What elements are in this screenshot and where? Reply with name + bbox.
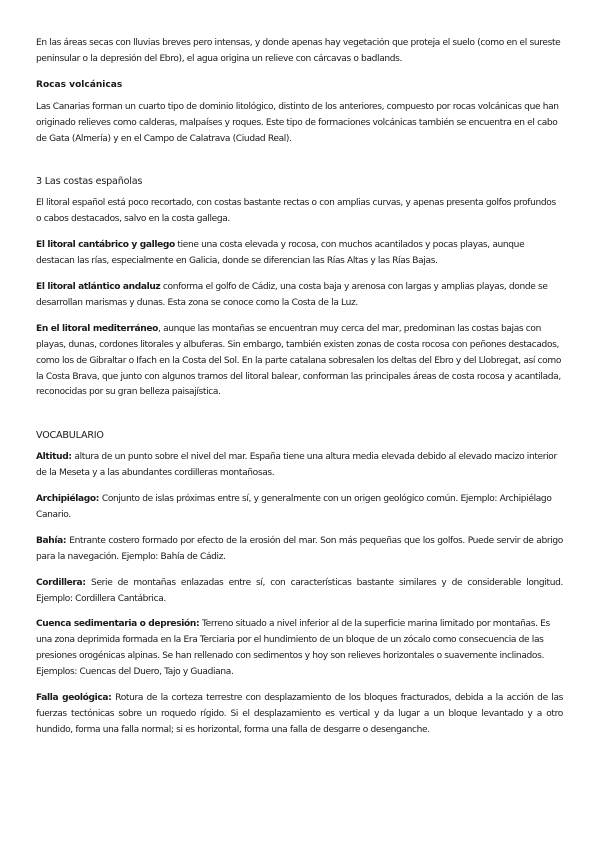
vocab-term: Falla geológica bbox=[36, 693, 109, 704]
vocab-sep: : bbox=[62, 535, 70, 546]
vocab-term: Altitud bbox=[36, 452, 69, 463]
vocab-item-cuenca bbox=[36, 617, 563, 681]
volcanic-paragraph: Las Canarias forman un cuarto tipo de dominio litológico, distinto de los anteriores, compuesto por rocas volcánicas que han originado relieves como calderas, malpaíses y roques. Este tipo de formaciones volcánicas también se encuentra en el cabo de Gata (Almería) y en el Campo de Calatrava (Ciudad Real). bbox=[36, 101, 559, 144]
vocab-item-cordillera bbox=[36, 576, 563, 608]
coast-item-text: , aunque las montañas se encuentran muy cerca del mar, predominan las costas bajas con playas, dunas, cordones litorales y albuferas. Sin embargo, también existen zonas de costa rocosa con peñones destacados, como los de Gibraltar o Ifach en la Costa del Sol. En la parte catalana sobresalen los deltas del Ebro y del Llobregat, así como la Costa Brava, que junto con algunos tramos del litoral balear, conforman las principales áreas de costa rocosa y acantilada, reconocidas por su gran belleza paisajística. bbox=[36, 323, 562, 398]
vocab-sep: : bbox=[82, 577, 92, 588]
vocab-item-bahia bbox=[36, 534, 563, 566]
vocab-term: Cordillera bbox=[36, 577, 83, 588]
coast-item-mediterraneo bbox=[36, 322, 563, 402]
coast-item-text: tiene una costa elevada y rocosa, con muchos acantilados y pocas playas, aunque destacan las rías, especialmente en Galicia, donde se diferencian las Rías Altas y las Rías Bajas. bbox=[36, 240, 525, 267]
vocab-sep: : bbox=[68, 452, 75, 463]
vocab-term: Archipiélago bbox=[36, 494, 96, 505]
vocab-item-archipielago bbox=[36, 492, 563, 524]
volcanic-heading: Rocas volcánicas bbox=[36, 79, 123, 90]
coasts-heading: 3 Las costas españolas bbox=[36, 176, 143, 188]
coast-item-text: conforma el golfo de Cádiz, una costa baja y arenosa con largas y amplias playas, donde se desarrollan marismas y dunas. Esta zona se conoce como la Costa de la Luz. bbox=[36, 281, 548, 308]
vocab-definition: Terreno situado a nivel inferior al de la superficie marina limitado por montañas. Es una zona deprimida formada en la Era Terciaria por el hundimiento de un bloque de un zócalo como consecuencia de las presiones orogénicas alpinas. Se han rellenado con sedimentos y hoy son relieves horizontales o suavemente inclinados. Ejemplos: Cuencas del Duero, Tajo y Guadiana. bbox=[36, 619, 550, 678]
vocab-definition: Conjunto de islas próximas entre sí, y generalmente con un origen geológico común. Ejemplo: Archipiélago Canario. bbox=[36, 494, 552, 520]
coast-item-term: En el litoral mediterráneo bbox=[36, 323, 159, 334]
vocab-sep: : bbox=[108, 693, 116, 704]
vocab-sep: : bbox=[195, 619, 203, 630]
vocab-item-altitud bbox=[36, 450, 563, 482]
document-page bbox=[36, 36, 563, 739]
coast-item-cantabrico bbox=[36, 238, 563, 270]
vocabulary-heading: VOCABULARIO bbox=[36, 430, 104, 442]
vocab-definition: Entrante costero formado por efecto de la erosión del mar. Son más pequeñas que los golfos. Puede servir de abrigo para la navegación. Ejemplo: Bahía de Cádiz. bbox=[36, 535, 563, 562]
vocab-definition: Rotura de la corteza terrestre con desplazamiento de los bloques fracturados, debida a la acción de las fuerzas tectónicas sobre un roquedo rígido. Si el desplazamiento es vertical y da lugar a un bloque levantado y a otro hundido, forma una falla normal; si es horizontal, forma una falla de desgarre o desenganche. bbox=[36, 693, 563, 735]
coast-item-term: El litoral cantábrico y gallego bbox=[36, 240, 175, 251]
vocab-definition: altura de un punto sobre el nivel del mar. España tiene una altura media elevada debido al elevado macizo interior de la Meseta y a las abundantes cordilleras montañosas. bbox=[36, 452, 557, 479]
coast-item-term: El litoral atlántico andaluz bbox=[36, 281, 161, 292]
vocab-definition: Serie de montañas enlazadas entre sí, con características bastante similares y de considerable longitud. Ejemplo: Cordillera Cantábrica. bbox=[36, 577, 563, 604]
vocab-term: Cuenca sedimentaria o depresión bbox=[36, 619, 196, 630]
vocab-sep: : bbox=[95, 494, 102, 505]
coasts-intro: El litoral español está poco recortado, con costas bastante rectas o con amplias curvas, y apenas presenta golfos profundos o cabos destacados, salvo en la costa gallega. bbox=[36, 198, 556, 225]
coast-item-atlantico bbox=[36, 280, 563, 312]
vocab-term: Bahía bbox=[36, 535, 63, 546]
vocab-item-falla bbox=[36, 691, 563, 739]
intro-paragraph: En las áreas secas con lluvias breves pero intensas, y donde apenas hay vegetación que proteja el suelo (como en el sureste peninsular o la depresión del Ebro), el agua origina un relieve con cárcavas o badlands. bbox=[36, 38, 561, 64]
